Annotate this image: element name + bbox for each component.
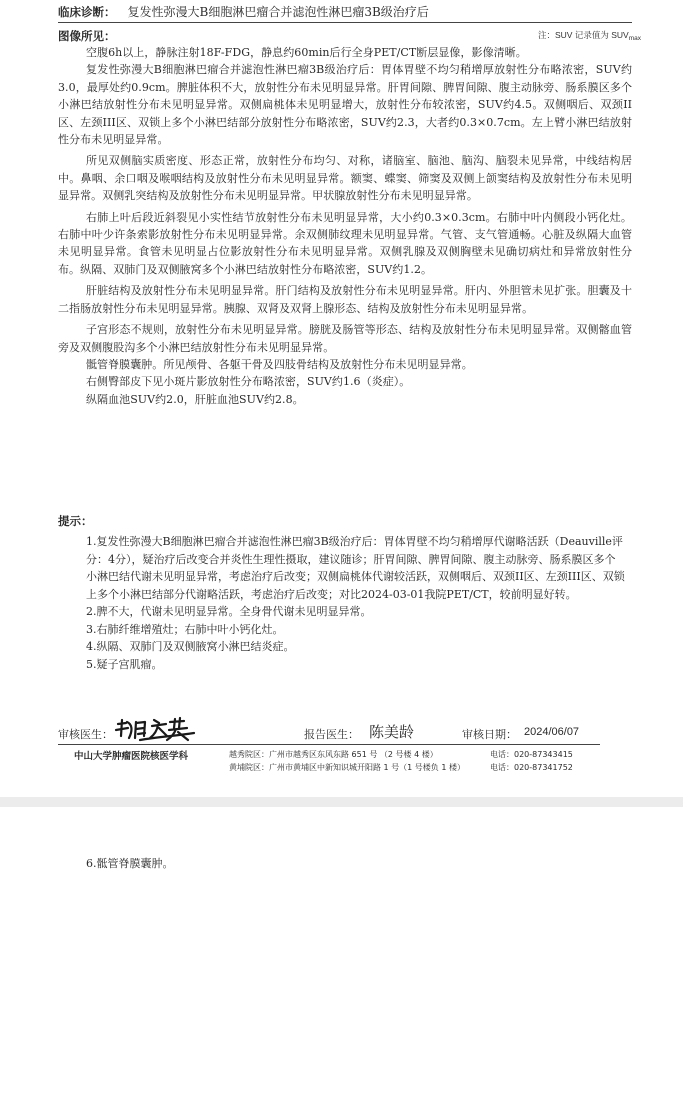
impression-body [86,533,626,673]
findings-paragraph: 肝脏结构及放射性分布未见明显异常。肝门结构及放射性分布未见明显异常。肝内、外胆管未见扩张。胆囊及十二指肠放射性分布未见明显异常。胰腺、双肾及双肾上腺形态、结构及放射性分布未见明显异常。 [58,284,632,315]
suv-note-text: 注：SUV 记录值为 SUV [538,30,629,40]
findings-paragraph: 复发性弥漫大B细胞淋巴瘤合并滤泡性淋巴瘤3B级治疗后：胃体胃壁不均匀稍增厚放射性分布略浓密，SUV约3.0，最厚处约0.9cm。脾脏体积不大，放射性分布未见明显异常。肝胃间隙、脾胃间隙、腹主动脉旁、肠系膜区多个小淋巴结放射性分布未见明显异常。双侧扁桃体未见明显增大，放射性分布较浓密，SUV约4.5。双侧咽后、双颈II区、左颈III区、双锁上多个小淋巴结部分放射性分布略浓密，SUV约2.3，大者约0.3×0.7cm。左上臂小淋巴结放射性分布未见明显异常。 [58,63,632,147]
header-divider [58,22,632,23]
footer-divider [58,744,600,745]
findings-paragraph: 骶管脊膜囊肿。所见颅骨、各躯干骨及四肢骨结构及放射性分布未见明显异常。 [86,357,473,371]
reporter-label: 报告医生： [304,728,359,741]
reviewer-label: 审核医生： [58,728,113,741]
impression-label: 提示： [58,514,93,528]
findings-paragraph: 右侧臀部皮下见小斑片影放射性分布略浓密，SUV约1.6（炎症）。 [86,375,411,389]
reviewer-signature [112,716,202,744]
hospital-department-name: 中山大学肿瘤医院核医学科 [74,751,189,762]
campus-phone-1: 电话：020-87343415 [490,750,573,759]
impression-item: 1.复发性弥漫大B细胞淋巴瘤合并滤泡性淋巴瘤3B级治疗后：胃体胃壁不均匀稍增厚代谢略活跃（Deauville评分：4分），疑治疗后改变合并炎性生理性摄取，建议随诊；肝胃间隙、脾胃间隙、腹主动脉旁、肠系膜区多个小淋巴结代谢未见明显异常，考虑治疗后改变；双侧扁桃体代谢较活跃，双侧咽后、双颈II区、左颈III区、双锁上多个小淋巴结部分代谢略活跃，考虑治疗后改变；对比2024-03-01我院PET/CT，较前明显好转。 [86,535,625,601]
suv-note-sub: max [628,35,641,42]
impression-item: 3.右肺纤维增殖灶；右肺中叶小钙化灶。 [86,622,284,636]
findings-body [58,44,632,408]
findings-paragraph: 子宫形态不规则，放射性分布未见明显异常。膀胱及肠管等形态、结构及放射性分布未见明显异常。双侧髂血管旁及双侧腹股沟多个小淋巴结放射性分布未见明显异常。 [58,323,632,354]
impression-item: 5.疑子宫肌瘤。 [86,657,163,671]
clinical-diagnosis [58,3,429,20]
impression-item: 4.纵隔、双肺门及双侧腋窝小淋巴结炎症。 [86,640,295,653]
findings-paragraph: 右肺上叶后段近斜裂见小实性结节放射性分布未见明显异常，大小约0.3×0.3cm。右肺中叶内侧段小钙化灶。右肺中叶少许条索影放射性分布未见明显异常。余双侧肺纹理未见明显异常。气管、支气管通畅。心脏及纵隔大血管未见明显异常。食管未见明显占位影放射性分布未见明显异常。双侧乳腺及双侧胸壁未见确切病灶和异常放射性分布。纵隔、双肺门及双侧腋窝多个小淋巴结放射性分布略浓密，SUV约1.2。 [58,210,632,276]
campus-phone-2: 电话：020-87341752 [490,763,573,772]
clinical-diagnosis-label: 临床诊断： [58,5,116,19]
impression-item: 2.脾不大，代谢未见明显异常。全身骨代谢未见明显异常。 [86,605,372,618]
report-sheet-2 [0,807,683,1102]
findings-paragraph: 所见双侧脑实质密度、形态正常，放射性分布均匀、对称，诸脑室、脑池、脑沟、脑裂未见异常，中线结构居中。鼻咽、余口咽及喉咽结构及放射性分布未见明显异常。额窦、蝶窦、筛窦及双侧上颌窦结构及放射性分布未见明显异常。双侧乳突结构及放射性分布未见明显异常。甲状腺放射性分布未见明显异常。 [58,154,632,203]
clinical-diagnosis-text: 复发性弥漫大B细胞淋巴瘤合并滤泡性淋巴瘤3B级治疗后 [127,5,429,19]
page-separator [0,797,683,807]
impression-item-continued: 6.骶管脊膜囊肿。 [86,857,174,870]
campus-address-2: 黄埔院区：广州市黄埔区中新知识城开阳路 1 号（1 号楼负 1 楼） [229,763,465,772]
findings-paragraph: 空腹6h以上，静脉注射18F-FDG，静息约60min后行全身PET/CT断层显像，影像清晰。 [86,46,527,59]
campus-address-1: 越秀院区：广州市越秀区东风东路 651 号 （2 号楼 4 楼） [229,750,438,759]
findings-label: 图像所见： [58,29,116,43]
signature-row [58,722,600,746]
review-date: 2024/06/07 [524,726,580,738]
reporter-name: 陈美龄 [369,723,415,741]
review-date-label: 审核日期： [462,728,517,741]
findings-paragraph: 纵隔血池SUV约2.0，肝脏血池SUV约2.8。 [86,392,304,406]
suv-note [538,29,641,42]
